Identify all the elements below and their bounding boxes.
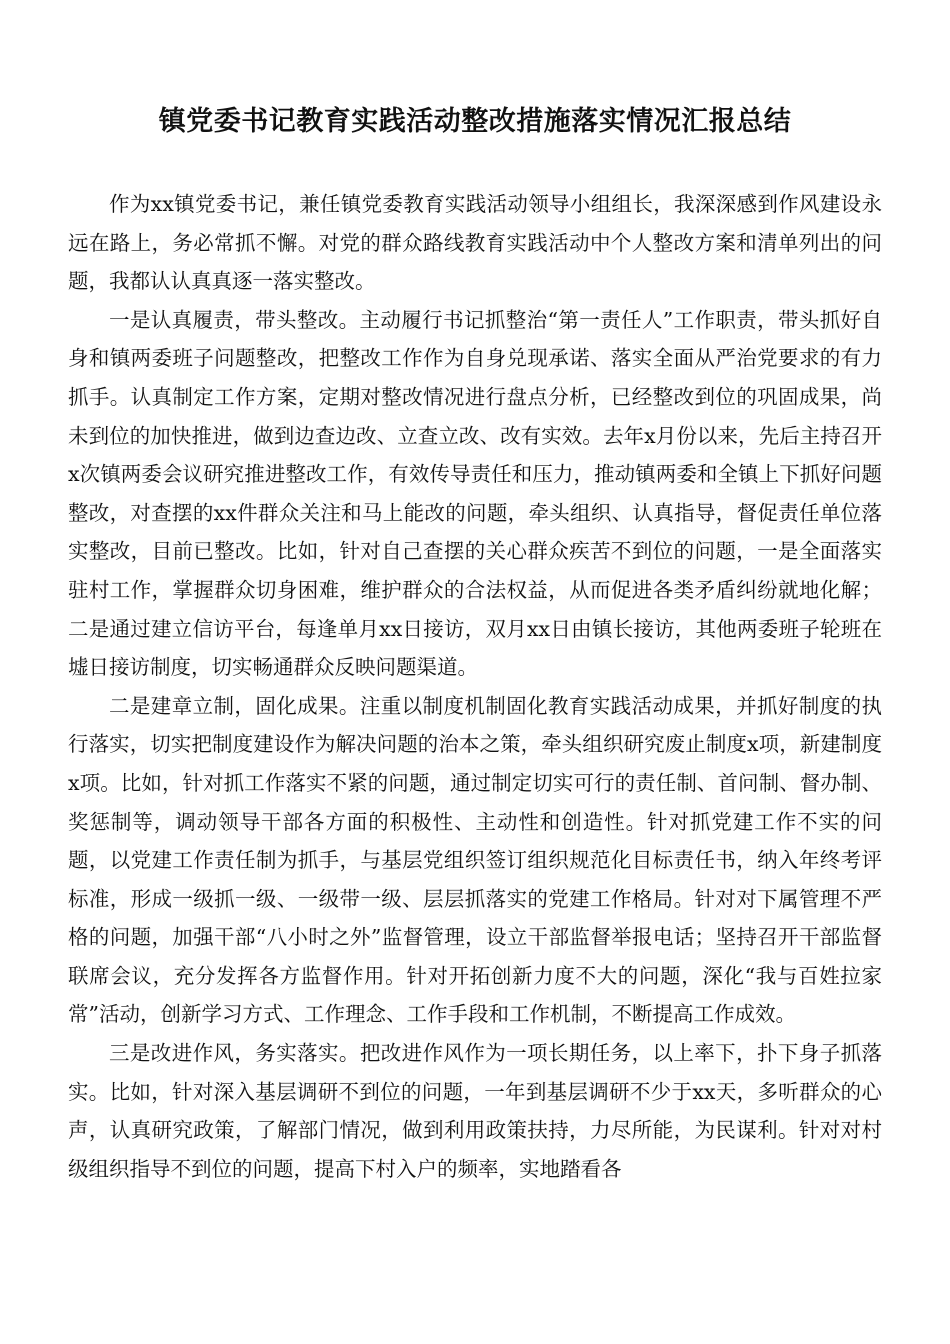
document-page [68, 0, 882, 1188]
paragraph-point-two: 二是建章立制，固化成果。注重以制度机制固化教育实践活动成果，并抓好制度的执行落实，切实把制度建设作为解决问题的治本之策，牵头组织研究废止制度x项，新建制度x项。比如，针对抓工作落实不紧的问题，通过制定切实可行的责任制、首问制、督办制、奖惩制等，调动领导干部各方面的积极性、主动性和创造性。针对抓党建工作不实的问题，以党建工作责任制为抓手，与基层党组织签订组织规范化目标责任书，纳入年终考评标准，形成一级抓一级、一级带一级、层层抓落实的党建工作格局。针对对下属管理不严格的问题，加强干部“八小时之外”监督管理，设立干部监督举报电话；坚持召开干部监督联席会议，充分发挥各方监督作用。针对开拓创新力度不大的问题，深化“我与百姓拉家常”活动，创新学习方式、工作理念、工作手段和工作机制，不断提高工作成效。 [68, 693, 882, 1027]
document-title: 镇党委书记教育实践活动整改措施落实情况汇报总结 [158, 106, 792, 137]
paragraph-point-three: 三是改进作风，务实落实。把改进作风作为一项长期任务，以上率下，扑下身子抓落实。比如，针对深入基层调研不到位的问题，一年到基层调研不少于xx天，多听群众的心声，认真研究政策，了解部门情况，做到利用政策扶持，力尽所能，为民谋利。针对对村级组织指导不到位的问题，提高下村入户的频率，实地踏看各 [68, 1041, 882, 1181]
paragraph-intro: 作为xx镇党委书记，兼任镇党委教育实践活动领导小组组长，我深深感到作风建设永远在路上，务必常抓不懈。对党的群众路线教育实践活动中个人整改方案和清单列出的问题，我都认认真真逐一落实整改。 [68, 192, 882, 294]
paragraph-point-one: 一是认真履责，带头整改。主动履行书记抓整治“第一责任人”工作职责，带头抓好自身和镇两委班子问题整改，把整改工作作为自身兑现承诺、落实全面从严治党要求的有力抓手。认真制定工作方案，定期对整改情况进行盘点分析，已经整改到位的巩固成果，尚未到位的加快推进，做到边查边改、立查立改、改有实效。去年x月份以来，先后主持召开x次镇两委会议研究推进整改工作，有效传导责任和压力，推动镇两委和全镇上下抓好问题整改，对查摆的xx件群众关注和马上能改的问题，牵头组织、认真指导，督促责任单位落实整改，目前已整改。比如，针对自己查摆的关心群众疾苦不到位的问题，一是全面落实驻村工作，掌握群众切身困难，维护群众的合法权益，从而促进各类矛盾纠纷就地化解；二是通过建立信访平台，每逢单月xx日接访，双月xx日由镇长接访，其他两委班子轮班在墟日接访制度，切实畅通群众反映问题渠道。 [68, 307, 882, 680]
document-body [68, 185, 882, 1188]
